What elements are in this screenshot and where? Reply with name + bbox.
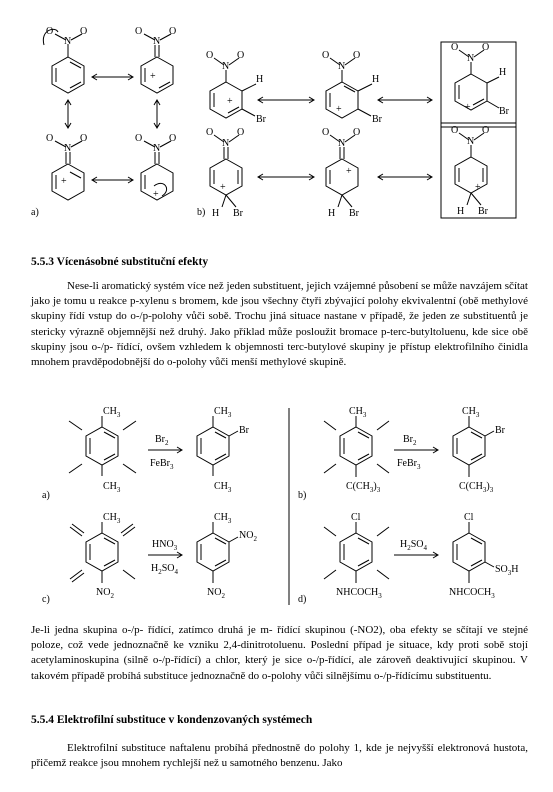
group-no2: $NO_2$ [239,530,257,543]
nitro-o: O [482,125,490,136]
group-ch3: $CH_3$ [349,406,367,419]
section-553-body: Nese-li aromatický systém více než jeden substituent, jejich vzájemné působení se může navzájem sčítat jako je tomu u reakce p-xylenu s bromem, kde jsou všechny čtyři zbývající polohy ekvivalentní (obě methylové skupiny řídí vstup do o-/p-polohy vůči sobě. Trochu jiná situace nastane v případě, že jeden ze substituentů je stericky výrazně objemnější než druhý. Jako příklad může posloužit bromace p-terc-butyltoluenu, kde sice obě skupiny jsou o-/p- řídící, ovšem vzhledem k objemnosti terc-butylové skupiny je přístup elektrofilního činidla mnohem pravděpodobnější do o-polohy vůči menší methylové skupině. [31,280,528,369]
charge-plus: + [227,96,233,107]
substituent-br: Br [478,206,488,217]
group-br: Br [239,425,249,436]
nitro-n: N [338,138,346,149]
reagent-febr3: FeBr$_3$ [150,458,174,471]
charge-plus: + [153,189,159,200]
nitro-n: N [467,53,475,64]
substituent-h: H [499,67,507,78]
nitro-n: N [64,143,72,154]
substituent-br: Br [233,208,243,219]
group-no2: $NO_2$ [207,587,225,600]
group-nhcoch3: $NHCOCH_3$ [336,587,382,600]
group-cl: Cl [464,512,474,523]
substituent-h: H [212,208,220,219]
group-br: Br [495,425,505,436]
charge-plus: + [150,71,156,82]
reagent-febr3: FeBr$_3$ [397,458,421,471]
charge-plus: + [220,182,226,193]
reagent-hno3: $HNO_3$ [152,539,178,552]
paragraph-after-figure: Je-li jedna skupina o-/p- řídící, zatímco druhá je m- řídící skupinou (-NO2), oba efekty se sčítají ve stejné poloze, což vede jednoznačně ke vzniku 2,4-dinitrotoluenu. Poslední případ je situace, kdy proti sobě stojí acetylaminoskupina (silně o-/p-řídící) a chlor, který je sice o-/p-řídící, ale zároveň deaktivující skupinou. V takovém případě probíhá substituce jednoznačně do o-polohy vůči silnějšímu o-/p-řídícímu substituentu. [31,624,528,682]
group-ch3: $CH_3$ [214,406,232,419]
group-ch3: $CH_3$ [103,481,121,494]
panel-label-b: b) [298,490,307,501]
nitro-o: O [322,50,330,61]
group-ch3: $CH_3$ [103,406,121,419]
charge-plus: + [336,104,342,115]
reagent-br2: $Br_2$ [403,434,417,447]
nitro-o: O [169,26,177,37]
nitro-o: O [353,50,361,61]
substituent-br: Br [499,106,509,117]
nitro-o: O [451,125,459,136]
substituent-br: Br [349,208,359,219]
group-ch3: $CH_3$ [214,481,232,494]
nitro-o: O [206,127,214,138]
nitro-n: N [153,143,161,154]
nitro-n: N [467,136,475,147]
nitro-o: O [237,127,245,138]
nitro-o: O [46,133,54,144]
panel-label-a: a) [31,207,39,218]
reagent-h2so4: $H_2SO_4$ [400,539,428,552]
reagent-br2: $Br_2$ [155,434,169,447]
group-ch3: $CH_3$ [462,406,480,419]
nitro-o: O [135,133,143,144]
nitro-n: N [64,36,72,47]
charge-plus: + [346,166,352,177]
nitro-o: O [451,42,459,53]
charge-plus: + [465,102,471,113]
nitro-o: O [80,26,88,37]
nitro-o: O [169,133,177,144]
nitro-n: N [222,138,230,149]
substituent-br: Br [372,114,382,125]
section-heading-553: 5.5.3 Vícenásobné substituční efekty [31,256,209,268]
panel-label-b: b) [197,207,206,218]
nitro-o: O [353,127,361,138]
charge-plus: + [475,182,481,193]
section-heading-554: 5.5.4 Elektrofilní substituce v kondenzovaných systémech [31,714,313,726]
nitro-o: O [322,127,330,138]
nitro-o: O [206,50,214,61]
panel-label-c: c) [42,594,50,605]
substituent-h: H [457,206,465,217]
panel-label-d: d) [298,594,307,605]
group-cl: Cl [351,512,361,523]
group-so3h: $SO_3H$ [495,564,519,577]
nitro-o: O [135,26,143,37]
nitro-o: O [46,26,54,37]
panel-label-a: a) [42,490,50,501]
nitro-n: N [153,36,161,47]
nitro-o: O [237,50,245,61]
substituent-h: H [328,208,336,219]
nitro-o: O [80,133,88,144]
group-ch3: $CH_3$ [103,512,121,525]
group-tbu: $C(CH_3)_3$ [459,481,494,494]
nitro-n: N [222,61,230,72]
group-nhcoch3: $NHCOCH_3$ [449,587,495,600]
group-ch3: $CH_3$ [214,512,232,525]
section-554-body: Elektrofilní substituce naftalenu probíhá přednostně do polohy 1, kde je nejvyšší elektronová hustota, přičemž reakce jsou mnohem rychlejší než u samotného benzenu. Jako [31,742,528,770]
charge-plus: + [61,176,67,187]
group-tbu: $C(CH_3)_3$ [346,481,381,494]
nitro-o: O [482,42,490,53]
nitro-n: N [338,61,346,72]
group-no2: $NO_2$ [96,587,114,600]
substituent-h: H [372,74,380,85]
substituent-br: Br [256,114,266,125]
reagent-h2so4: $H_2SO_4$ [151,563,179,576]
substituent-h: H [256,74,264,85]
